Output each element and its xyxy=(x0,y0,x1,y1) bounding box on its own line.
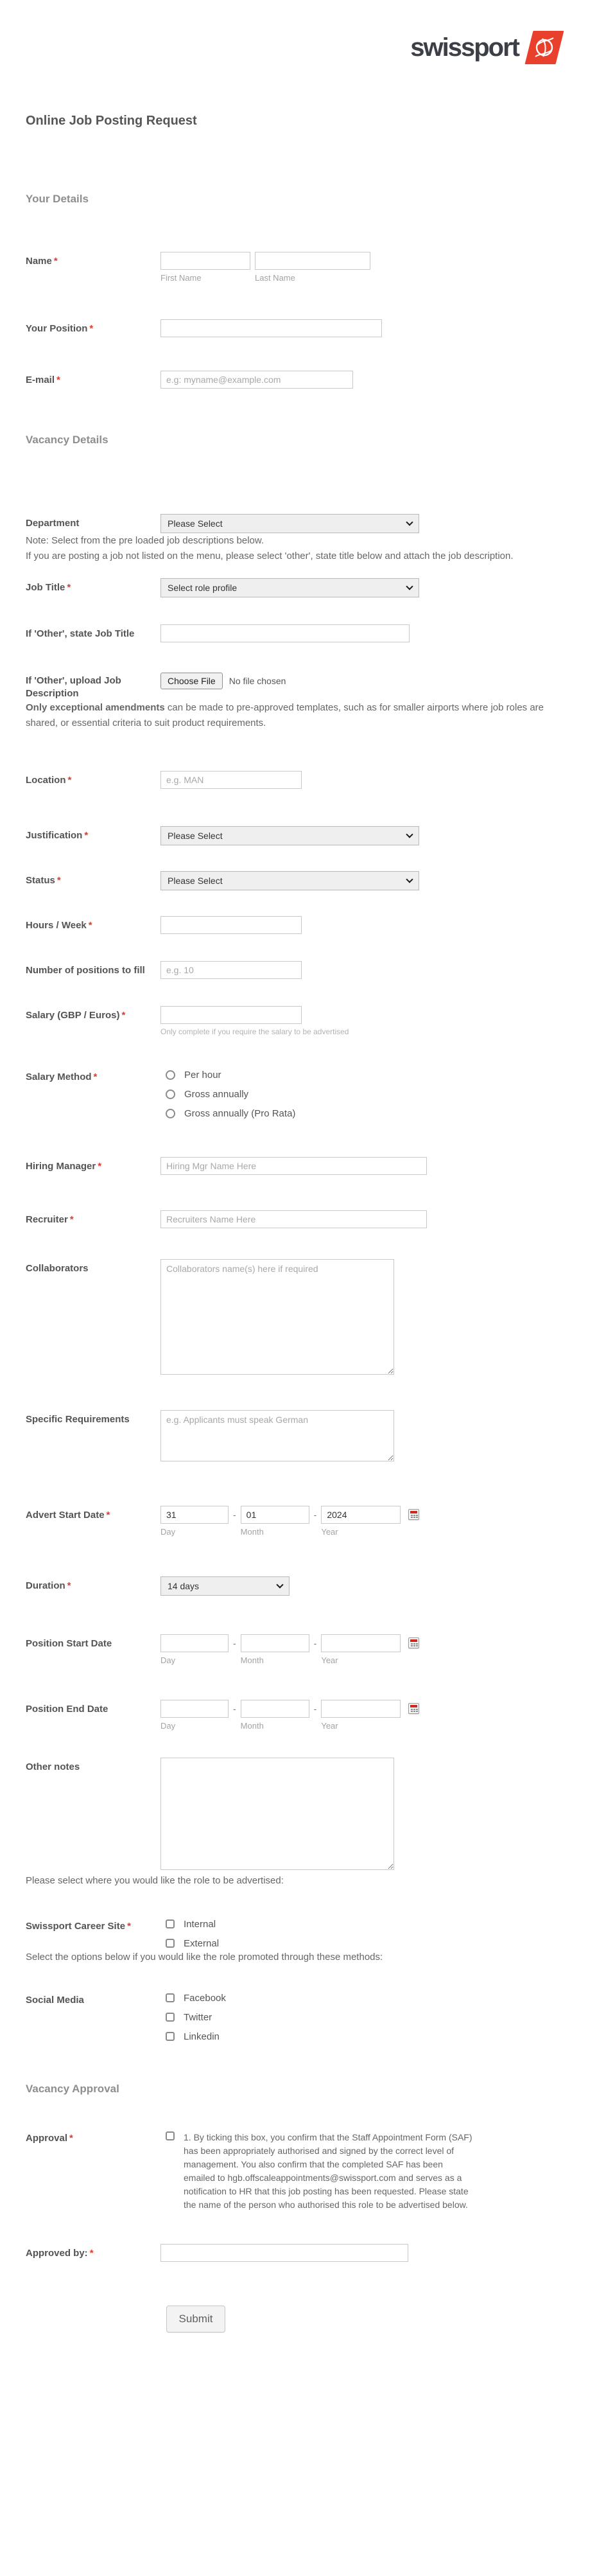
number-of-positions-input[interactable] xyxy=(160,961,302,979)
position-end-date-label: Position End Date xyxy=(26,1704,108,1715)
form-row-status xyxy=(26,871,571,890)
social-media-option xyxy=(160,1993,571,2004)
justification-select-value: Please Select xyxy=(168,831,223,841)
checkbox-internal-label: Internal xyxy=(184,1919,216,1930)
job-title-select[interactable] xyxy=(160,578,419,597)
specific-requirements-label: Specific Requirements xyxy=(26,1414,130,1425)
position-start-year-input[interactable] xyxy=(321,1634,401,1652)
form-row-approved-by xyxy=(26,2244,571,2262)
month-sublabel: Month xyxy=(240,1721,264,1731)
required-marker: * xyxy=(89,323,94,334)
approved-by-input[interactable] xyxy=(160,2244,408,2262)
radio-per-hour-label: Per hour xyxy=(184,1070,221,1081)
checkbox-linkedin-label: Linkedin xyxy=(184,2031,220,2042)
required-marker: * xyxy=(67,775,72,786)
checkbox-external-label: External xyxy=(184,1938,220,1949)
approval-option xyxy=(160,2131,571,2212)
calendar-icon[interactable] xyxy=(408,1703,419,1714)
form-row-salary-method xyxy=(26,1068,571,1120)
duration-label: Duration * xyxy=(26,1580,71,1591)
section-heading-vacancy-approval: Vacancy Approval xyxy=(26,2083,119,2095)
department-select[interactable] xyxy=(160,514,419,533)
position-start-month-input[interactable] xyxy=(241,1634,309,1652)
radio-gross-annually-pro-rata[interactable] xyxy=(166,1109,175,1118)
date-separator: - xyxy=(233,1638,236,1648)
salary-helper-text: Only complete if you require the salary to be advertised xyxy=(160,1027,349,1036)
radio-per-hour[interactable] xyxy=(166,1070,175,1080)
position-start-date-label: Position Start Date xyxy=(26,1638,112,1649)
calendar-icon[interactable] xyxy=(408,1509,419,1520)
required-marker: * xyxy=(69,1214,74,1225)
chevron-down-icon xyxy=(276,1581,283,1588)
location-input[interactable] xyxy=(160,771,302,789)
form-row-email xyxy=(26,371,571,389)
amendments-note xyxy=(26,700,571,731)
specific-requirements-textarea[interactable] xyxy=(160,1410,394,1461)
recruiter-label: Recruiter * xyxy=(26,1214,74,1225)
checkbox-approval[interactable] xyxy=(166,2131,175,2140)
preloaded-note: Note: Select from the pre loaded job descriptions below. xyxy=(26,535,264,546)
date-separator: - xyxy=(313,1704,317,1714)
department-select-value: Please Select xyxy=(168,518,223,529)
approved-by-label: Approved by: * xyxy=(26,2248,94,2259)
date-separator: - xyxy=(313,1510,317,1520)
status-select-value: Please Select xyxy=(168,876,223,886)
month-sublabel: Month xyxy=(240,1655,264,1665)
location-label: Location * xyxy=(26,775,72,786)
year-sublabel: Year xyxy=(321,1655,338,1665)
form-row-career-site xyxy=(26,1917,571,1950)
collaborators-textarea[interactable] xyxy=(160,1259,394,1375)
form-row-approval xyxy=(26,2129,571,2212)
required-marker: * xyxy=(67,1580,71,1591)
approval-label: Approval * xyxy=(26,2133,73,2144)
job-title-select-value: Select role profile xyxy=(168,583,238,593)
globe-icon xyxy=(532,35,557,60)
submit-button[interactable]: Submit xyxy=(166,2306,225,2333)
department-label: Department xyxy=(26,518,80,529)
required-marker: * xyxy=(69,2133,73,2144)
section-heading-vacancy-details: Vacancy Details xyxy=(26,434,108,446)
promote-intro: Select the options below if you would like the role promoted through these methods: xyxy=(26,1952,383,1963)
duration-select[interactable] xyxy=(160,1576,290,1596)
required-marker: * xyxy=(89,2248,94,2259)
last-name-input[interactable] xyxy=(255,252,370,270)
career-site-label: Swissport Career Site * xyxy=(26,1921,131,1932)
form-row-position-start-date xyxy=(26,1634,571,1665)
form-row-number-of-positions xyxy=(26,961,571,979)
form-row-other-job-title xyxy=(26,624,571,642)
form-row-justification xyxy=(26,826,571,845)
collaborators-label: Collaborators xyxy=(26,1263,89,1274)
advert-start-year-input[interactable] xyxy=(321,1506,401,1524)
day-sublabel: Day xyxy=(160,1527,176,1537)
justification-select[interactable] xyxy=(160,826,419,845)
chevron-down-icon xyxy=(406,831,413,838)
calendar-icon[interactable] xyxy=(408,1637,419,1648)
page-title: Online Job Posting Request xyxy=(26,114,197,128)
chevron-down-icon xyxy=(406,518,413,525)
hours-week-input[interactable] xyxy=(160,916,302,934)
chevron-down-icon xyxy=(406,876,413,883)
first-name-input[interactable] xyxy=(160,252,250,270)
position-end-year-input[interactable] xyxy=(321,1700,401,1718)
form-row-specific-requirements xyxy=(26,1410,571,1465)
checkbox-twitter[interactable] xyxy=(166,2013,175,2022)
form-row-upload-job-description xyxy=(26,671,571,700)
advertise-intro: Please select where you would like the role to be advertised: xyxy=(26,1875,284,1886)
choose-file-button[interactable]: Choose File xyxy=(160,673,223,689)
form-row-position-end-date xyxy=(26,1700,571,1731)
form-row-social-media xyxy=(26,1991,571,2043)
status-label: Status * xyxy=(26,875,61,886)
swissport-logo xyxy=(410,31,560,64)
hiring-manager-input[interactable] xyxy=(160,1157,427,1175)
your-position-input[interactable] xyxy=(160,319,382,337)
advert-start-date-label: Advert Start Date * xyxy=(26,1510,110,1521)
radio-gross-annually[interactable] xyxy=(166,1090,175,1099)
year-sublabel: Year xyxy=(321,1721,338,1731)
form-row-other-notes xyxy=(26,1758,571,1873)
section-heading-your-details: Your Details xyxy=(26,193,89,205)
social-media-label: Social Media xyxy=(26,1995,84,2006)
checkbox-facebook-label: Facebook xyxy=(184,1993,226,2004)
social-media-option xyxy=(160,2031,571,2043)
radio-gross-annually-label: Gross annually xyxy=(184,1089,249,1100)
form-row-department xyxy=(26,514,571,533)
required-marker: * xyxy=(84,830,89,841)
required-marker: * xyxy=(106,1510,110,1521)
month-sublabel: Month xyxy=(240,1527,264,1537)
advert-start-day-input[interactable] xyxy=(160,1506,229,1524)
hiring-manager-label: Hiring Manager * xyxy=(26,1161,102,1172)
form-row-collaborators xyxy=(26,1259,571,1378)
job-posting-form xyxy=(0,31,597,2338)
checkbox-twitter-label: Twitter xyxy=(184,2012,212,2023)
amendments-note-bold: Only exceptional amendments xyxy=(26,702,165,713)
salary-method-label: Salary Method * xyxy=(26,1072,98,1082)
career-site-option xyxy=(160,1919,571,1930)
other-job-title-label: If 'Other', state Job Title xyxy=(26,628,135,639)
radio-gross-annually-pro-rata-label: Gross annually (Pro Rata) xyxy=(184,1108,296,1119)
status-select[interactable] xyxy=(160,871,419,890)
day-sublabel: Day xyxy=(160,1721,176,1731)
amendments-note-rest: can be made to pre-approved templates, such as for smaller airports where job roles are shared, or essential criteria to suit product requirements. xyxy=(26,702,544,728)
career-site-option xyxy=(160,1938,571,1950)
checkbox-linkedin[interactable] xyxy=(166,2032,175,2041)
duration-select-value: 14 days xyxy=(168,1581,200,1591)
hours-week-label: Hours / Week * xyxy=(26,920,92,931)
chevron-down-icon xyxy=(406,583,413,590)
salary-method-option xyxy=(160,1070,571,1081)
salary-input[interactable] xyxy=(160,1006,302,1024)
social-media-option xyxy=(160,2012,571,2024)
required-marker: * xyxy=(93,1072,98,1082)
job-title-label: Job Title * xyxy=(26,582,71,593)
required-marker: * xyxy=(56,875,61,886)
form-row-hiring-manager xyxy=(26,1157,571,1175)
justification-label: Justification * xyxy=(26,830,89,841)
form-row-duration xyxy=(26,1576,571,1596)
swissport-flag-icon xyxy=(525,31,564,64)
day-sublabel: Day xyxy=(160,1655,176,1665)
position-end-month-input[interactable] xyxy=(241,1700,309,1718)
name-label: Name * xyxy=(26,256,58,267)
position-start-day-input[interactable] xyxy=(160,1634,229,1652)
advert-start-month-input[interactable] xyxy=(241,1506,309,1524)
upload-job-description-label: If 'Other', upload Job Description xyxy=(26,675,121,699)
salary-method-option xyxy=(160,1108,571,1120)
required-marker: * xyxy=(121,1010,126,1021)
form-row-recruiter xyxy=(26,1210,571,1228)
required-marker: * xyxy=(53,256,58,267)
position-end-day-input[interactable] xyxy=(160,1700,229,1718)
required-marker: * xyxy=(56,375,60,385)
required-marker: * xyxy=(67,582,71,593)
form-row-advert-start-date xyxy=(26,1506,571,1537)
other-notes-textarea[interactable] xyxy=(160,1758,394,1870)
other-notes-label: Other notes xyxy=(26,1761,80,1772)
form-row-salary xyxy=(26,1006,571,1037)
checkbox-external[interactable] xyxy=(166,1939,175,1948)
header xyxy=(26,31,560,64)
form-row-job-title xyxy=(26,578,571,597)
your-position-label: Your Position * xyxy=(26,323,94,334)
year-sublabel: Year xyxy=(321,1527,338,1537)
form-row-name xyxy=(26,252,571,283)
required-marker: * xyxy=(127,1921,131,1932)
last-name-sublabel: Last Name xyxy=(255,273,295,283)
other-job-title-input[interactable] xyxy=(160,624,410,642)
salary-label: Salary (GBP / Euros) * xyxy=(26,1010,126,1021)
email-label: E-mail * xyxy=(26,375,60,385)
form-row-hours-week xyxy=(26,916,571,934)
required-marker: * xyxy=(98,1161,102,1172)
date-separator: - xyxy=(233,1704,236,1714)
date-separator: - xyxy=(313,1638,317,1648)
form-row-location xyxy=(26,771,571,789)
required-marker: * xyxy=(88,920,92,931)
recruiter-input[interactable] xyxy=(160,1210,427,1228)
approval-confirmation-text: 1. By ticking this box, you confirm that the Staff Appointment Form (SAF) has been appropriately authorised and signed by the correct level of management. You also confirm that the completed SAF has been emailed to hgb.offscaleappointments@swissport.com and serves as a notification to HR that this job posting has been requested. Please state the name of the person who authorised this role to be advertised below. xyxy=(184,2132,472,2210)
date-separator: - xyxy=(233,1510,236,1520)
checkbox-facebook[interactable] xyxy=(166,1993,175,2002)
file-status-text: No file chosen xyxy=(229,676,286,686)
email-input[interactable] xyxy=(160,371,353,389)
form-row-your-position xyxy=(26,319,571,337)
number-of-positions-label: Number of positions to fill xyxy=(26,965,145,976)
first-name-sublabel: First Name xyxy=(160,273,202,283)
checkbox-internal[interactable] xyxy=(166,1919,175,1928)
salary-method-option xyxy=(160,1089,571,1100)
other-instruction: If you are posting a job not listed on the menu, please select 'other', state title below and attach the job description. xyxy=(26,551,514,561)
swissport-logo-text: swissport xyxy=(410,33,519,62)
